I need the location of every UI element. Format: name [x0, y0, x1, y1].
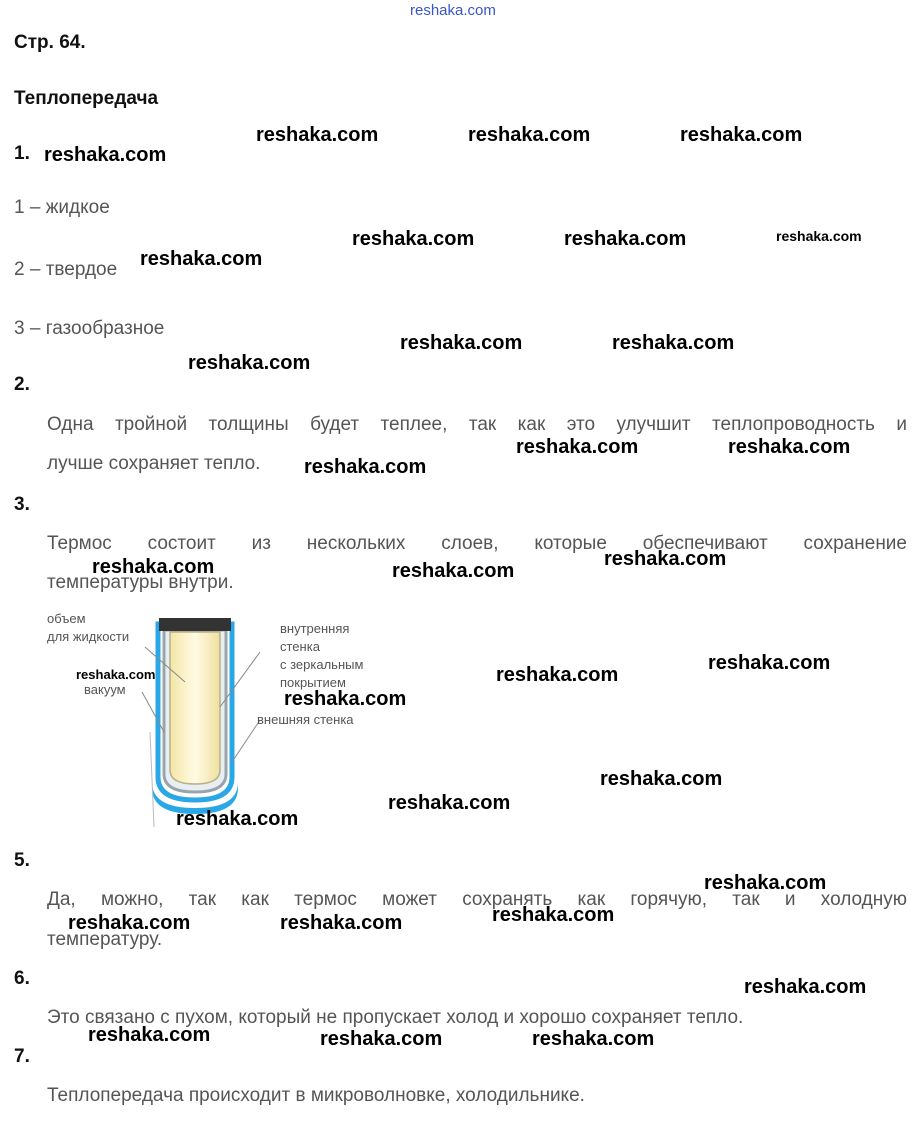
watermark: reshaka.com	[612, 332, 735, 354]
watermark: reshaka.com	[44, 144, 167, 166]
watermark: reshaka.com	[468, 124, 591, 146]
watermark: reshaka.com	[728, 436, 851, 458]
watermark: reshaka.com	[532, 1028, 655, 1050]
watermark: reshaka.com	[516, 436, 639, 458]
watermark: reshaka.com	[280, 912, 403, 934]
watermark: reshaka.com	[744, 976, 867, 998]
page-reference: Стр. 64.	[14, 32, 86, 53]
watermark: reshaka.com	[352, 228, 475, 250]
watermark: reshaka.com	[496, 664, 619, 686]
watermark: reshaka.com	[400, 332, 523, 354]
watermark: reshaka.com	[88, 1024, 211, 1046]
watermark: reshaka.com	[92, 556, 215, 578]
watermark: reshaka.com	[392, 560, 515, 582]
site-url-top: reshaka.com	[410, 2, 496, 19]
label-inner-wall-line-2: стенка	[280, 639, 320, 654]
question-6-number: 6.	[14, 968, 30, 989]
thermos-cap	[159, 618, 231, 631]
q2-answer-line-2: лучше сохраняет тепло.	[47, 453, 261, 474]
question-3-number: 3.	[14, 494, 30, 515]
label-outer-wall: внешняя стенка	[257, 712, 354, 727]
watermark: reshaka.com	[776, 228, 862, 244]
label-inner-wall-line-4: покрытием	[280, 675, 346, 690]
q5-answer-line-2: температуру.	[47, 929, 163, 950]
watermark: reshaka.com	[256, 124, 379, 146]
q3-answer-line-2: температуры внутри.	[47, 572, 234, 593]
watermark: reshaka.com	[304, 456, 427, 478]
topic-title: Теплопередача	[14, 88, 159, 109]
watermark: reshaka.com	[76, 667, 156, 682]
watermark: reshaka.com	[704, 872, 827, 894]
label-volume-line-1: объем	[47, 611, 86, 626]
q6-answer: Это связано с пухом, который не пропускает холод и хорошо сохраняет тепло.	[47, 1007, 744, 1028]
q1-item-3: 3 – газообразное	[14, 318, 165, 339]
label-vacuum: вакуум	[84, 682, 126, 697]
q1-item-1: 1 – жидкое	[14, 197, 110, 218]
label-volume-line-2: для жидкости	[47, 629, 130, 644]
q1-item-2: 2 – твердое	[14, 259, 118, 280]
watermark: reshaka.com	[68, 912, 191, 934]
watermark: reshaka.com	[284, 688, 407, 710]
watermark: reshaka.com	[176, 808, 299, 830]
q5-answer-line-1: Да, можно, так как термос может сохранять как горячую, так и холодную	[47, 889, 907, 910]
watermark: reshaka.com	[604, 548, 727, 570]
watermark: reshaka.com	[388, 792, 511, 814]
watermark: reshaka.com	[564, 228, 687, 250]
label-inner-wall-line-3: с зеркальным	[280, 657, 364, 672]
watermark: reshaka.com	[708, 652, 831, 674]
question-7-number: 7.	[14, 1046, 30, 1067]
thermos-diagram	[140, 612, 260, 827]
watermark: reshaka.com	[188, 352, 311, 374]
watermark: reshaka.com	[320, 1028, 443, 1050]
label-inner-wall-line-1: внутренняя	[280, 621, 350, 636]
watermark: reshaka.com	[600, 768, 723, 790]
thermos-liquid-volume	[170, 632, 220, 784]
watermark: reshaka.com	[680, 124, 803, 146]
question-5-number: 5.	[14, 850, 30, 871]
question-1-number: 1.	[14, 143, 30, 164]
q3-answer-line-1: Термос состоит из нескольких слоев, которые обеспечивают сохранение	[47, 533, 907, 554]
question-2-number: 2.	[14, 374, 30, 395]
q2-answer-line-1: Одна тройной толщины будет теплее, так как это улучшит теплопроводность и	[47, 414, 907, 435]
q7-answer: Теплопередача происходит в микроволновке, холодильнике.	[47, 1085, 585, 1106]
watermark: reshaka.com	[140, 248, 263, 270]
watermark: reshaka.com	[492, 904, 615, 926]
